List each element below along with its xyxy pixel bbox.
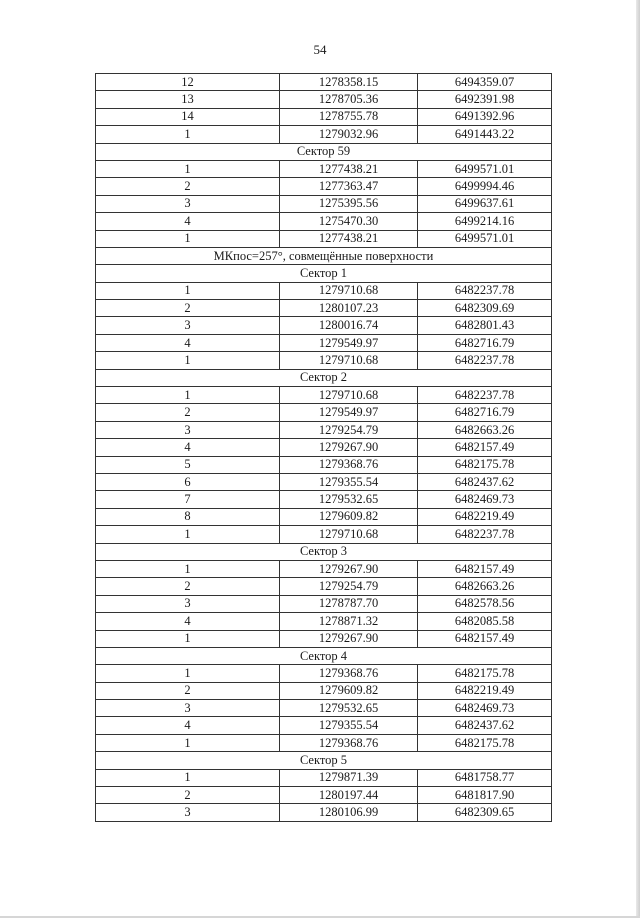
table-row <box>96 230 552 247</box>
table-row <box>96 300 552 317</box>
x-coordinate-cell: 1279254.79 <box>280 421 418 438</box>
point-number-cell: 2 <box>96 178 280 195</box>
point-number-cell: 3 <box>96 195 280 212</box>
y-coordinate-cell: 6482085.58 <box>418 613 552 630</box>
coordinates-table <box>95 73 552 822</box>
x-coordinate-cell: 1275395.56 <box>280 195 418 212</box>
table-row <box>96 630 552 647</box>
point-number-cell: 1 <box>96 665 280 682</box>
table-row <box>96 387 552 404</box>
y-coordinate-cell: 6481758.77 <box>418 769 552 786</box>
point-number-cell: 2 <box>96 404 280 421</box>
x-coordinate-cell: 1279871.39 <box>280 769 418 786</box>
point-number-cell: 7 <box>96 491 280 508</box>
section-header-row <box>96 247 552 264</box>
x-coordinate-cell: 1279032.96 <box>280 126 418 143</box>
table-row <box>96 595 552 612</box>
point-number-cell: 2 <box>96 300 280 317</box>
table-row <box>96 421 552 438</box>
table-row <box>96 108 552 125</box>
point-number-cell: 6 <box>96 473 280 490</box>
x-coordinate-cell: 1280016.74 <box>280 317 418 334</box>
y-coordinate-cell: 6482309.69 <box>418 300 552 317</box>
table-row <box>96 213 552 230</box>
table-row <box>96 439 552 456</box>
x-coordinate-cell: 1277438.21 <box>280 230 418 247</box>
point-number-cell: 1 <box>96 352 280 369</box>
x-coordinate-cell: 1280107.23 <box>280 300 418 317</box>
point-number-cell: 1 <box>96 526 280 543</box>
point-number-cell: 4 <box>96 439 280 456</box>
point-number-cell: 2 <box>96 682 280 699</box>
table-row <box>96 508 552 525</box>
table-row <box>96 404 552 421</box>
table-row <box>96 126 552 143</box>
x-coordinate-cell: 1278871.32 <box>280 613 418 630</box>
x-coordinate-cell: 1279254.79 <box>280 578 418 595</box>
table-row <box>96 560 552 577</box>
section-header-row <box>96 369 552 386</box>
section-header-label: МКпос=257°, совмещённые поверхности <box>96 247 552 264</box>
point-number-cell: 4 <box>96 213 280 230</box>
y-coordinate-cell: 6482801.43 <box>418 317 552 334</box>
y-coordinate-cell: 6482237.78 <box>418 526 552 543</box>
y-coordinate-cell: 6499637.61 <box>418 195 552 212</box>
table-row <box>96 334 552 351</box>
x-coordinate-cell: 1279549.97 <box>280 334 418 351</box>
x-coordinate-cell: 1277363.47 <box>280 178 418 195</box>
x-coordinate-cell: 1279355.54 <box>280 717 418 734</box>
x-coordinate-cell: 1278755.78 <box>280 108 418 125</box>
table-row <box>96 682 552 699</box>
page-edge-shadow <box>636 0 640 918</box>
table-row <box>96 178 552 195</box>
x-coordinate-cell: 1279532.65 <box>280 700 418 717</box>
y-coordinate-cell: 6482157.49 <box>418 439 552 456</box>
table-row <box>96 473 552 490</box>
point-number-cell: 3 <box>96 421 280 438</box>
y-coordinate-cell: 6482175.78 <box>418 734 552 751</box>
x-coordinate-cell: 1279355.54 <box>280 473 418 490</box>
y-coordinate-cell: 6482237.78 <box>418 282 552 299</box>
y-coordinate-cell: 6482219.49 <box>418 508 552 525</box>
x-coordinate-cell: 1279368.76 <box>280 734 418 751</box>
point-number-cell: 3 <box>96 804 280 821</box>
y-coordinate-cell: 6499214.16 <box>418 213 552 230</box>
y-coordinate-cell: 6482469.73 <box>418 700 552 717</box>
y-coordinate-cell: 6482716.79 <box>418 404 552 421</box>
page-number: 54 <box>313 42 327 57</box>
x-coordinate-cell: 1279549.97 <box>280 404 418 421</box>
table-row <box>96 700 552 717</box>
x-coordinate-cell: 1279368.76 <box>280 456 418 473</box>
x-coordinate-cell: 1278787.70 <box>280 595 418 612</box>
section-header-row <box>96 543 552 560</box>
point-number-cell: 13 <box>96 91 280 108</box>
point-number-cell: 5 <box>96 456 280 473</box>
table-row <box>96 352 552 369</box>
y-coordinate-cell: 6482157.49 <box>418 630 552 647</box>
point-number-cell: 3 <box>96 595 280 612</box>
table-row <box>96 91 552 108</box>
table-row <box>96 74 552 91</box>
point-number-cell: 14 <box>96 108 280 125</box>
section-header-row <box>96 647 552 664</box>
y-coordinate-cell: 6482437.62 <box>418 717 552 734</box>
y-coordinate-cell: 6494359.07 <box>418 74 552 91</box>
y-coordinate-cell: 6499571.01 <box>418 230 552 247</box>
x-coordinate-cell: 1279267.90 <box>280 560 418 577</box>
y-coordinate-cell: 6482578.56 <box>418 595 552 612</box>
x-coordinate-cell: 1280197.44 <box>280 787 418 804</box>
point-number-cell: 1 <box>96 630 280 647</box>
section-header-row <box>96 752 552 769</box>
point-number-cell: 1 <box>96 560 280 577</box>
y-coordinate-cell: 6482157.49 <box>418 560 552 577</box>
point-number-cell: 8 <box>96 508 280 525</box>
x-coordinate-cell: 1279609.82 <box>280 508 418 525</box>
table-row <box>96 787 552 804</box>
y-coordinate-cell: 6499994.46 <box>418 178 552 195</box>
table-row <box>96 526 552 543</box>
table-row <box>96 717 552 734</box>
y-coordinate-cell: 6482716.79 <box>418 334 552 351</box>
point-number-cell: 1 <box>96 282 280 299</box>
x-coordinate-cell: 1278705.36 <box>280 91 418 108</box>
table-row <box>96 160 552 177</box>
point-number-cell: 1 <box>96 734 280 751</box>
point-number-cell: 2 <box>96 578 280 595</box>
point-number-cell: 4 <box>96 334 280 351</box>
x-coordinate-cell: 1280106.99 <box>280 804 418 821</box>
x-coordinate-cell: 1279710.68 <box>280 526 418 543</box>
x-coordinate-cell: 1275470.30 <box>280 213 418 230</box>
x-coordinate-cell: 1277438.21 <box>280 160 418 177</box>
point-number-cell: 3 <box>96 700 280 717</box>
table-row <box>96 282 552 299</box>
y-coordinate-cell: 6482237.78 <box>418 352 552 369</box>
table-row <box>96 578 552 595</box>
x-coordinate-cell: 1279267.90 <box>280 630 418 647</box>
section-header-label: Сектор 2 <box>96 369 552 386</box>
table-row <box>96 613 552 630</box>
y-coordinate-cell: 6492391.98 <box>418 91 552 108</box>
point-number-cell: 4 <box>96 613 280 630</box>
section-header-label: Сектор 59 <box>96 143 552 160</box>
y-coordinate-cell: 6482469.73 <box>418 491 552 508</box>
coordinates-table-body <box>96 74 552 822</box>
y-coordinate-cell: 6482663.26 <box>418 421 552 438</box>
x-coordinate-cell: 1279710.68 <box>280 282 418 299</box>
x-coordinate-cell: 1279609.82 <box>280 682 418 699</box>
point-number-cell: 12 <box>96 74 280 91</box>
section-header-label: Сектор 4 <box>96 647 552 664</box>
x-coordinate-cell: 1279710.68 <box>280 387 418 404</box>
table-row <box>96 734 552 751</box>
y-coordinate-cell: 6482309.65 <box>418 804 552 821</box>
point-number-cell: 1 <box>96 126 280 143</box>
section-header-row <box>96 143 552 160</box>
section-header-label: Сектор 5 <box>96 752 552 769</box>
point-number-cell: 3 <box>96 317 280 334</box>
y-coordinate-cell: 6482663.26 <box>418 578 552 595</box>
table-row <box>96 491 552 508</box>
y-coordinate-cell: 6491443.22 <box>418 126 552 143</box>
table-row <box>96 317 552 334</box>
y-coordinate-cell: 6482175.78 <box>418 456 552 473</box>
x-coordinate-cell: 1279368.76 <box>280 665 418 682</box>
table-row <box>96 804 552 821</box>
table-row <box>96 769 552 786</box>
x-coordinate-cell: 1279710.68 <box>280 352 418 369</box>
x-coordinate-cell: 1279267.90 <box>280 439 418 456</box>
y-coordinate-cell: 6482437.62 <box>418 473 552 490</box>
y-coordinate-cell: 6481817.90 <box>418 787 552 804</box>
point-number-cell: 1 <box>96 230 280 247</box>
y-coordinate-cell: 6482175.78 <box>418 665 552 682</box>
table-row <box>96 456 552 473</box>
section-header-label: Сектор 3 <box>96 543 552 560</box>
table-row <box>96 665 552 682</box>
point-number-cell: 1 <box>96 769 280 786</box>
x-coordinate-cell: 1279532.65 <box>280 491 418 508</box>
y-coordinate-cell: 6499571.01 <box>418 160 552 177</box>
point-number-cell: 2 <box>96 787 280 804</box>
section-header-row <box>96 265 552 282</box>
point-number-cell: 1 <box>96 160 280 177</box>
section-header-label: Сектор 1 <box>96 265 552 282</box>
point-number-cell: 4 <box>96 717 280 734</box>
x-coordinate-cell: 1278358.15 <box>280 74 418 91</box>
y-coordinate-cell: 6491392.96 <box>418 108 552 125</box>
point-number-cell: 1 <box>96 387 280 404</box>
table-row <box>96 195 552 212</box>
y-coordinate-cell: 6482219.49 <box>418 682 552 699</box>
y-coordinate-cell: 6482237.78 <box>418 387 552 404</box>
